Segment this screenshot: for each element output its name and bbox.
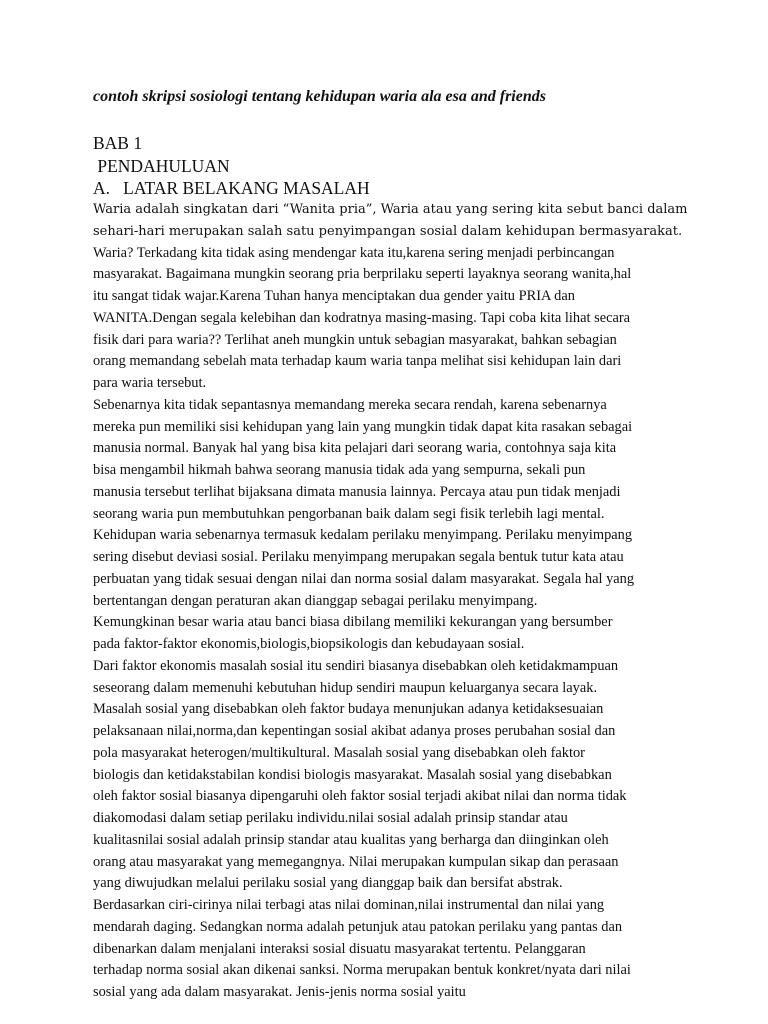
text-line: bertentangan dengan peraturan akan dianggap sebagai perilaku menyimpang.: [93, 592, 538, 609]
text-line: Masalah sosial yang disebabkan oleh faktor budaya menunjukan adanya ketidaksesuaian: [93, 701, 604, 718]
text-line: para waria tersebut.: [93, 375, 207, 391]
text-line: manusia tersebut terlihat bijaksana dimata manusia lainnya. Percaya atau pun tidak menjadi: [93, 483, 621, 500]
text-line: kualitasnilai sosial adalah prinsip standar atau kualitas yang berharga dan diinginkan oleh: [93, 831, 609, 848]
text-line: Kehidupan waria sebenarnya termasuk kedalam perilaku menyimpang. Perilaku menyimpang: [93, 527, 633, 544]
text-line: mereka pun memiliki sisi kehidupan yang lain yang mungkin tidak dapat kita rasakan sebagai: [93, 418, 633, 435]
text-line: sosial yang ada dalam masyarakat. Jenis-jenis norma sosial yaitu: [93, 984, 466, 1000]
text-line: diakomodasi dalam setiap perilaku individu.nilai sosial adalah prinsip standar atau: [93, 810, 568, 826]
text-line: pelaksanaan nilai,norma,dan kepentingan sosial akibat adanya proses perubahan sosial dan: [93, 723, 616, 739]
text-line: biologis dan ketidakstabilan kondisi biologis masyarakat. Masalah sosial yang disebabkan: [93, 766, 612, 783]
text-line: Waria adalah singkatan dari “Wanita pria”, Waria atau yang sering kita sebut banci dalam: [93, 202, 688, 217]
chapter-subtitle: PENDAHULUAN: [93, 156, 230, 176]
document-title: contoh skripsi sosiologi tentang kehidupan waria ala esa and friends: [93, 88, 546, 105]
text-line: seseorang dalam memenuhi kebutuhan hidup sendiri maupun keluarganya secara layak.: [93, 679, 598, 696]
text-line: seorang waria pun membutuhkan pengorbanan baik dalam segi fisik terlebih lagi mental.: [93, 505, 605, 522]
section-heading: A. LATAR BELAKANG MASALAH: [93, 178, 370, 198]
chapter-heading: BAB 1: [93, 133, 143, 153]
body-text: [93, 199, 693, 1004]
text-line: manusia normal. Banyak hal yang bisa kita pelajari dari seorang waria, contohnya saja kita: [93, 440, 617, 457]
text-line: dibenarkan dalam menjalani interaksi sosial disuatu masyarakat tertentu. Pelanggaran: [93, 940, 586, 957]
text-line: orang atau masyarakat yang memegangnya. Nilai merupakan kumpulan sikap dan perasaan: [93, 853, 619, 870]
text-line: Waria? Terkadang kita tidak asing mendengar kata itu,karena sering menjadi perbincangan: [93, 244, 615, 261]
text-line: Dari faktor ekonomis masalah sosial itu sendiri biasanya disebabkan oleh ketidakmampuan: [93, 657, 619, 674]
text-line: masyarakat. Bagaimana mungkin seorang pria berprilaku seperti layaknya seorang wanita,hal: [93, 266, 632, 283]
text-line: itu sangat tidak wajar.Karena Tuhan hanya menciptakan dua gender yaitu PRIA dan: [93, 288, 575, 304]
text-line: Berdasarkan ciri-cirinya nilai terbagi atas nilai dominan,nilai instrumental dan nilai yang: [93, 897, 605, 913]
text-line: terhadap norma sosial akan dikenai sanksi. Norma merupakan bentuk konkret/nyata dari nilai: [93, 962, 631, 979]
text-line: WANITA.Dengan segala kelebihan dan kodratnya masing-masing. Tapi coba kita lihat secara: [93, 309, 631, 326]
text-line: perbuatan yang tidak sesuai dengan nilai dan norma sosial dalam masyarakat. Segala hal yang: [93, 570, 635, 587]
text-line: pola masyarakat heterogen/multikultural. Masalah sosial yang disebabkan oleh faktor: [93, 744, 585, 761]
text-line: fisik dari para waria?? Terlihat aneh mungkin untuk sebagian masyarakat, bahkan sebagian: [93, 331, 617, 348]
text-line: Kemungkinan besar waria atau banci biasa dibilang memiliki kekurangan yang bersumber: [93, 614, 613, 631]
text-line: sehari-hari merupakan salah satu penyimpangan sosial dalam kehidupan bermasyarakat.: [93, 223, 683, 239]
text-line: yang diwujudkan melalui perilaku sosial yang dianggap baik dan bersifat abstrak.: [93, 875, 563, 892]
text-line: oleh faktor sosial biasanya dipengaruhi oleh faktor sosial terjadi akibat nilai dan norma tidak: [93, 788, 627, 805]
text-line: orang memandang sebelah mata terhadap kaum waria tanpa melihat sisi kehidupan lain dari: [93, 353, 622, 370]
text-line: pada faktor-faktor ekonomis,biologis,biopsikologis dan kebudayaan sosial.: [93, 636, 525, 652]
text-line: mendarah daging. Sedangkan norma adalah petunjuk atau patokan perilaku yang pantas dan: [93, 918, 623, 935]
text-line: Sebenarnya kita tidak sepantasnya memandang mereka secara rendah, karena sebenarnya: [93, 396, 607, 413]
text-line: bisa mengambil hikmah bahwa seorang manusia tidak ada yang sempurna, sekali pun: [93, 462, 586, 478]
text-line: sering disebut deviasi sosial. Perilaku menyimpang merupakan segala bentuk tutur kata atau: [93, 549, 624, 565]
